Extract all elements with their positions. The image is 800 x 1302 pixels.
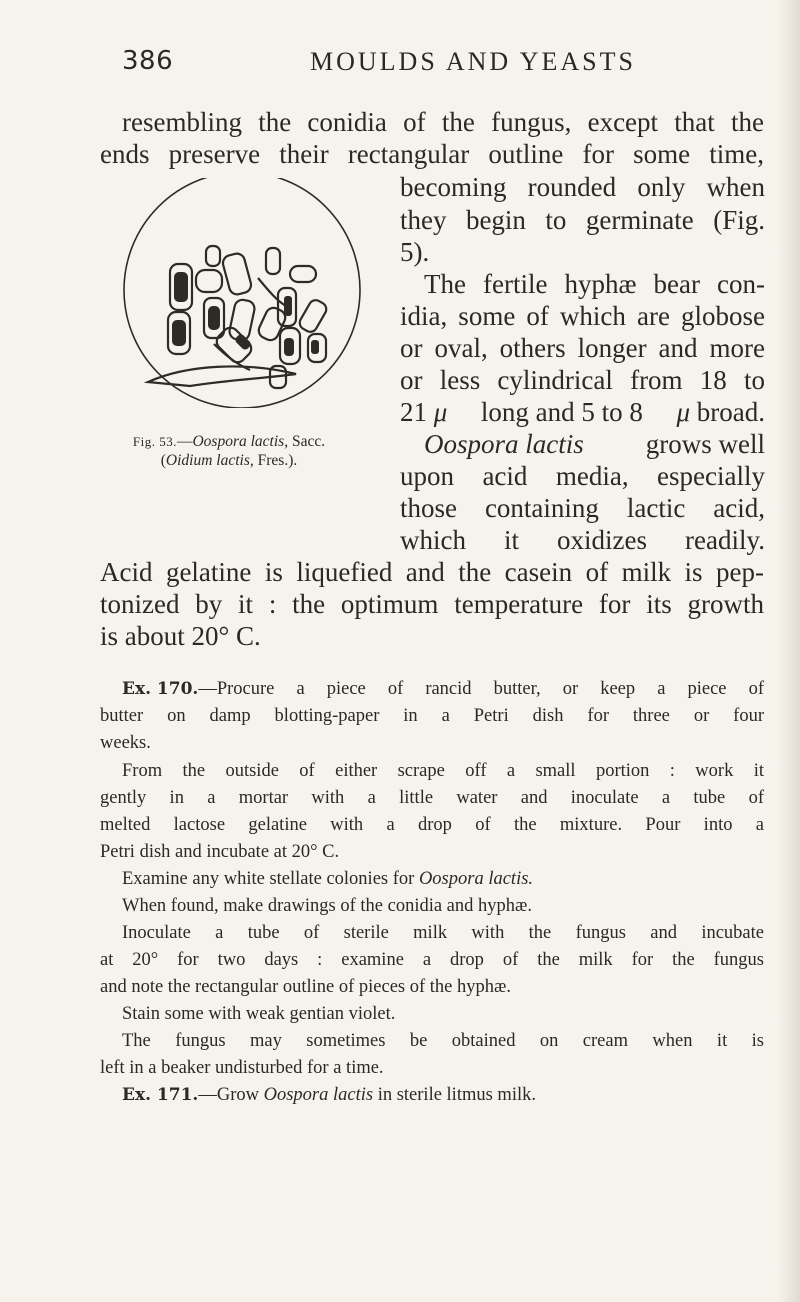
body-line-10-b: long and 5 to 8 (480, 397, 643, 427)
exercise-171-line (122, 1082, 536, 1109)
body-line-10-a: 21 (400, 397, 434, 427)
examine-species: Oospora lactis. (418, 869, 534, 889)
cream-line-2: left in a beaker undisturbed for a time. (100, 1058, 384, 1078)
body-line-6: The fertile hyphæ bear con- (424, 269, 765, 299)
micron-symbol: μ (676, 397, 690, 427)
page-header (122, 46, 762, 86)
page-number: 386 (122, 46, 174, 76)
exercise-170-label: Ex. 170. (122, 679, 199, 699)
body-line-8: or oval, others longer and more (400, 333, 765, 363)
caption-line-2 (84, 451, 374, 470)
caption-paren: ( (160, 452, 166, 469)
caption-label: Fig. 53. (132, 434, 177, 449)
body-line-12: upon acid media, especially (400, 461, 765, 491)
body-line-16: tonized by it : the optimum temperature for its growth (100, 589, 764, 619)
examine-line (122, 866, 533, 893)
stain-line: Stain some with weak gentian violet. (122, 1004, 396, 1024)
body-line-7: idia, some of which are globose (400, 301, 765, 331)
body-line-11-rest: grows well (645, 429, 765, 459)
figure-oospora-lactis (108, 178, 376, 438)
exercise-171-species: Oospora lactis (263, 1085, 374, 1105)
page-edge-shadow (778, 0, 800, 1302)
caption-synonym-author: Fres.). (253, 452, 298, 469)
procedure-line-2: gently in a mortar with a little water and inoculate a tube of (100, 788, 764, 808)
body-line-2: ends preserve their rectangular outline for some time, (100, 139, 764, 169)
body-line-4: they begin to germinate (Fig. (400, 205, 765, 235)
body-line-15: Acid gelatine is liquefied and the casein of milk is pep- (100, 557, 764, 587)
body-line-10 (400, 398, 765, 426)
body-line-1: resembling the conidia of the fungus, except that the (122, 107, 764, 137)
body-line-13: those containing lactic acid, (400, 493, 765, 523)
caption-line-1 (84, 432, 374, 451)
body-line-11 (424, 430, 765, 458)
caption-author: Sacc. (288, 433, 326, 450)
procedure-line-4: Petri dish and incubate at 20° C. (100, 842, 340, 862)
exercise-171-text-a: —Grow (198, 1085, 264, 1105)
drawings-line: When found, make drawings of the conidia and hyphæ. (122, 896, 532, 916)
oospora-lactis-illustration (108, 178, 376, 408)
cream-line-1: The fungus may sometimes be obtained on cream when it is (122, 1031, 764, 1051)
running-title: MOULDS AND YEASTS (310, 47, 636, 76)
exercise-171-text-b: in sterile litmus milk. (373, 1085, 536, 1105)
caption-dash: — (176, 433, 193, 450)
exercise-170-line-3: weeks. (100, 733, 151, 753)
exercise-170-line-1 (122, 676, 764, 703)
body-line-10-left (400, 398, 447, 426)
exercise-171-label: Ex. 171. (122, 1085, 199, 1105)
figure-caption (84, 432, 374, 470)
body-line-10-c: broad. (690, 397, 765, 427)
inoculate-line-1: Inoculate a tube of sterile milk with the fungus and incubate (122, 923, 764, 943)
body-line-9: or less cylindrical from 18 to (400, 365, 765, 395)
inoculate-line-2: at 20° for two days : examine a drop of the milk for the fungus (100, 950, 764, 970)
exercise-170-line-2: butter on damp blotting-paper in a Petri dish for three or four (100, 706, 764, 726)
caption-synonym: Oidium lactis, (165, 452, 254, 469)
body-line-10-right (676, 398, 765, 426)
body-line-17: is about 20° C. (100, 621, 261, 651)
exercise-170-text-1: —Procure a piece of rancid butter, or keep a piece of (198, 679, 764, 699)
examine-text: Examine any white stellate colonies for (122, 869, 419, 889)
body-line-3: becoming rounded only when (400, 172, 765, 202)
caption-species: Oospora lactis, (192, 433, 289, 450)
micron-symbol: μ (433, 397, 448, 427)
body-line-14: which it oxidizes readily. (400, 525, 765, 555)
procedure-line-1: From the outside of either scrape off a small portion : work it (122, 761, 764, 781)
body-line-5: 5). (400, 237, 430, 267)
inoculate-line-3: and note the rectangular outline of pieces of the hyphæ. (100, 977, 511, 997)
species-name: Oospora lactis (424, 429, 584, 459)
procedure-line-3: melted lactose gelatine with a drop of the mixture. Pour into a (100, 815, 764, 835)
